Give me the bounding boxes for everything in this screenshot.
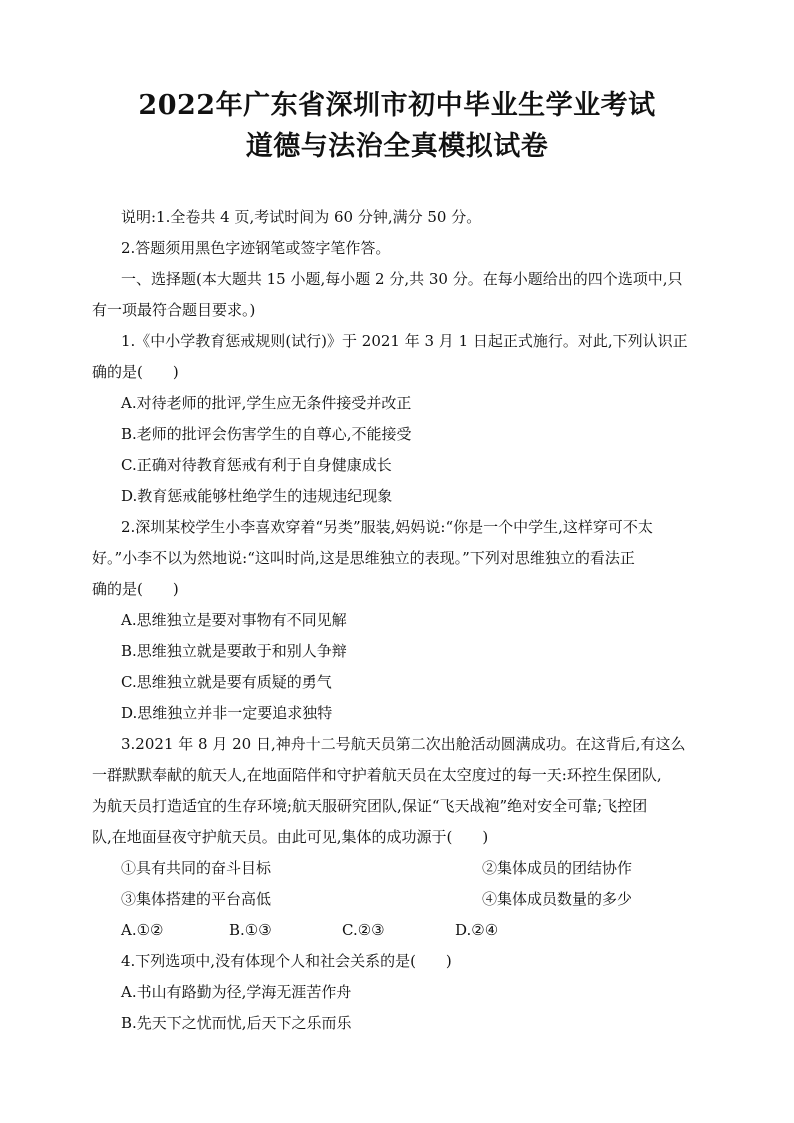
q1-option-b: B.老师的批评会伤害学生的自尊心,不能接受 [121,425,412,443]
q1-option-d: D.教育惩戒能够杜绝学生的违规违纪现象 [121,487,393,505]
section-heading-line2: 有一项最符合题目要求。) [92,301,256,319]
q3-stem-line1: 3.2021 年 8 月 20 日,神舟十二号航天员第二次出舱活动圆满成功。在这背后,有这么 [121,735,686,753]
q2-stem-line1: 2.深圳某校学生小李喜欢穿着“另类”服装,妈妈说:“你是一个中学生,这样穿可不太 [121,518,653,536]
q1-option-c: C.正确对待教育惩戒有利于自身健康成长 [121,456,392,474]
q1-option-a: A.对待老师的批评,学生应无条件接受并改正 [121,394,412,412]
q3-item-2: ②集体成员的团结协作 [482,859,633,877]
q2-stem-line2: 好。”小李不以为然地说:“这叫时尚,这是思维独立的表现。”下列对思维独立的看法正 [92,549,635,567]
section-heading-line1: 一、选择题(本大题共 15 小题,每小题 2 分,共 30 分。在每小题给出的四个选项中,只 [121,270,683,288]
q3-item-1: ①具有共同的奋斗目标 [121,859,272,877]
q2-option-b: B.思维独立就是要敢于和别人争辩 [121,642,347,660]
q2-option-a: A.思维独立是要对事物有不同见解 [121,611,347,629]
instruction-line1: 说明:1.全卷共 4 页,考试时间为 60 分钟,满分 50 分。 [121,208,482,226]
q3-choice-a: A.①② [121,921,164,939]
q3-choice-d: D.②④ [455,921,499,939]
q2-option-c: C.思维独立就是要有质疑的勇气 [121,673,332,691]
q3-stem-line3: 为航天员打造适宜的生存环境;航天服研究团队,保证“飞天战袍”绝对安全可靠;飞控团 [92,797,648,815]
q3-item-4: ④集体成员数量的多少 [482,890,633,908]
q3-stem-line4: 队,在地面昼夜守护航天员。由此可见,集体的成功源于( ) [92,828,489,846]
q1-stem-line1: 1.《中小学教育惩戒规则(试行)》于 2021 年 3 月 1 日起正式施行。对此,下列认识正 [121,332,688,350]
q3-choice-b: B.①③ [229,921,272,939]
q3-choice-c: C.②③ [342,921,385,939]
q4-option-a: A.书山有路勤为径,学海无涯苦作舟 [121,983,352,1001]
q4-option-b: B.先天下之忧而忧,后天下之乐而乐 [121,1014,352,1032]
q2-stem-line3: 确的是( ) [92,580,179,598]
q4-stem-line1: 4.下列选项中,没有体现个人和社会关系的是( ) [121,952,452,970]
q2-option-d: D.思维独立并非一定要追求独特 [121,704,333,722]
instruction-line2: 2.答题须用黑色字迹钢笔或签字笔作答。 [121,239,391,257]
q3-stem-line2: 一群默默奉献的航天人,在地面陪伴和守护着航天员在太空度过的每一天:环控生保团队, [92,766,662,784]
exam-title-line1: 2022年广东省深圳市初中毕业生学业考试 [138,90,656,121]
q3-item-3: ③集体搭建的平台高低 [121,890,272,908]
exam-title-line2: 道德与法治全真模拟试卷 [245,131,549,162]
q1-stem-line2: 确的是( ) [92,363,179,381]
